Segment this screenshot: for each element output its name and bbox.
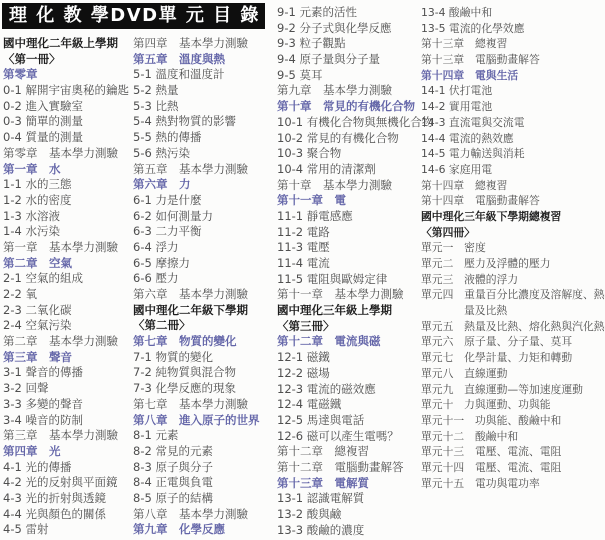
toc-entry: 第十章 基本學力測驗 (277, 177, 392, 192)
chapter-heading: 第十二章 電流與磁 (277, 334, 381, 349)
toc-entry: 單元九 直線運動—等加速度運動 (421, 382, 583, 396)
toc-entry: 6-5 摩擦力 (133, 255, 190, 270)
toc-entry: 5-3 比熱 (133, 98, 179, 113)
chapter-heading: 第六章 力 (133, 177, 191, 192)
toc-entry: 單元十 力與運動、功與能 (421, 398, 551, 412)
toc-entry: 單元五 熱量及比熱、熔化熱與汽化熱 (421, 319, 605, 333)
toc-entry: 12-5 馬達與電話 (277, 412, 365, 427)
chapter-heading: 第四章 光 (3, 443, 61, 458)
toc-entry: 第一章 基本學力測驗 (3, 239, 118, 254)
chapter-heading: 第九章 化學反應 (133, 522, 225, 537)
toc-entry: 3-2 回聲 (3, 381, 49, 396)
toc-entry: 1-2 水的密度 (3, 192, 72, 207)
toc-entry: 單元十五 電功與電功率 (421, 476, 540, 490)
toc-entry: 單元六 原子量、分子量、莫耳 (421, 335, 573, 349)
toc-entry: 第十三章 電腦動畫解答 (421, 53, 540, 67)
toc-entry: 9-1 元素的活性 (277, 5, 357, 19)
semester-heading: 〈第二冊〉 (133, 318, 191, 333)
toc-entry: 14-4 電流的熱效應 (421, 131, 514, 145)
toc-entry: 6-1 力是什麼 (133, 192, 202, 207)
toc-entry: 10-4 常用的清潔劑 (277, 161, 376, 176)
toc-entry: 7-1 物質的變化 (133, 349, 213, 364)
toc-entry: 14-6 家庭用電 (421, 162, 493, 176)
chapter-heading: 第二章 空氣 (3, 255, 72, 270)
toc-entry: 13-1 認識電解質 (277, 491, 365, 506)
toc-entry: 11-4 電流 (277, 256, 330, 270)
chapter-heading: 第三章 聲音 (3, 349, 72, 364)
toc-entry: 11-1 靜電感應 (277, 208, 353, 223)
toc-entry: 1-1 水的三態 (3, 177, 72, 192)
toc-entry: 12-2 磁場 (277, 365, 330, 380)
chapter-heading: 第一章 水 (3, 161, 61, 176)
toc-entry: 2-2 氧 (3, 287, 37, 301)
toc-entry: 0-3 簡單的測量 (3, 114, 83, 129)
toc-entry: 4-2 光的反射與平面鏡 (3, 475, 118, 490)
toc-entry: 2-1 空氣的組成 (3, 271, 83, 286)
toc-entry: 8-1 元素 (133, 428, 179, 443)
semester-heading: 國中理化三年級下學期總複習 (421, 209, 562, 223)
chapter-heading: 第十四章 電與生活 (421, 68, 519, 82)
toc-entry: 6-6 壓力 (133, 271, 179, 286)
toc-entry: 第十一章 基本學力測驗 (277, 287, 404, 302)
toc-entry: 第十四章 電腦動畫解答 (421, 194, 540, 208)
toc-entry: 8-5 原子的結構 (133, 490, 213, 505)
toc-entry: 6-4 浮力 (133, 239, 179, 254)
toc-entry: 5-4 熱對物質的影響 (133, 114, 236, 129)
toc-entry: 12-3 電流的磁效應 (277, 381, 376, 396)
toc-column-1 (3, 36, 133, 538)
toc-entry: 單元二 壓力及浮體的壓力 (421, 257, 551, 270)
toc-entry: 單元十一 功與能、酸鹼中和 (421, 413, 562, 427)
toc-entry: 9-4 原子量與分子量 (277, 52, 380, 67)
toc-entry: 13-5 電流的化學效應 (421, 21, 525, 35)
chapter-heading: 第十三章 電解質 (277, 475, 369, 490)
toc-entry: 4-3 光的折射與透鏡 (3, 490, 106, 505)
semester-heading: 〈第三冊〉 (277, 318, 335, 333)
toc-entry: 單元十四 電壓、電流、電阻 (421, 460, 562, 474)
toc-entry: 第二章 基本學力測驗 (3, 334, 118, 349)
toc-entry: 9-3 粒子觀點 (277, 36, 346, 51)
toc-entry: 9-5 莫耳 (277, 67, 323, 82)
catalog-title: 理 化 教 學DVD單 元 目 錄 (2, 3, 265, 29)
toc-entry: 3-4 噪音的防制 (3, 412, 83, 427)
toc-entry: 2-4 空氣污染 (3, 318, 72, 333)
toc-entry: 單元四 重量百分比濃度及溶解度、熱 (421, 288, 605, 302)
chapter-heading: 第十章 常見的有機化合物 (277, 99, 415, 114)
toc-entry: 單元七 化學計量、力矩和轉動 (421, 351, 573, 365)
toc-entry: 第十三章 總複習 (421, 37, 508, 51)
chapter-heading: 第五章 溫度與熱 (133, 51, 225, 66)
toc-entry: 第九章 基本學力測驗 (277, 83, 392, 98)
toc-entry: 7-2 純物質與混合物 (133, 365, 236, 380)
toc-entry: 第零章 基本學力測驗 (3, 145, 118, 160)
toc-entry: 第八章 基本學力測驗 (133, 506, 248, 521)
toc-entry: 5-5 熱的傳播 (133, 130, 202, 145)
chapter-heading: 第七章 物質的變化 (133, 334, 237, 349)
toc-entry: 單元一 密度 (421, 241, 486, 255)
toc-entry: 8-2 常見的元素 (133, 443, 213, 458)
toc-entry: 11-5 電阻與歐姆定律 (277, 271, 388, 286)
toc-entry: 1-4 水污染 (3, 224, 60, 239)
toc-entry: 14-1 伏打電池 (421, 84, 493, 98)
toc-column-3 (277, 5, 434, 538)
toc-entry: 10-3 聚合物 (277, 146, 342, 161)
toc-entry: 9-2 分子式與化學反應 (277, 20, 392, 35)
toc-entry: 14-5 電力輸送與消耗 (421, 147, 525, 161)
toc-entry: 11-3 電壓 (277, 240, 330, 255)
toc-entry: 5-2 熱量 (133, 83, 179, 98)
toc-entry: 單元十三 電壓、電流、電阻 (421, 445, 562, 459)
toc-entry: 4-4 光與顏色的關係 (3, 506, 106, 521)
semester-heading: 國中理化二年級下學期 (133, 302, 248, 317)
toc-entry: 12-1 磁鐵 (277, 350, 330, 365)
toc-entry: 第六章 基本學力測驗 (133, 287, 248, 301)
toc-entry: 第四章 基本學力測驗 (133, 36, 248, 50)
toc-column-4 (421, 5, 605, 491)
toc-column-2 (133, 36, 277, 538)
toc-entry: 1-3 水溶液 (3, 208, 60, 223)
toc-entry: 5-6 熱污染 (133, 145, 190, 160)
toc-entry: 8-3 原子與分子 (133, 459, 213, 474)
toc-entry: 單元八 直線運動 (421, 366, 508, 380)
chapter-heading: 第八章 進入原子的世界 (133, 412, 260, 427)
toc-entry: 0-4 質量的測量 (3, 130, 83, 145)
toc-entry: 12-4 電磁鐵 (277, 397, 342, 412)
toc-entry: 0-2 進入實驗室 (3, 98, 83, 113)
semester-heading: 〈第四冊〉 (421, 225, 475, 239)
toc-entry: 單元十二 酸鹼中和 (421, 429, 519, 443)
toc-entry: 13-3 酸鹼的濃度 (277, 522, 365, 537)
toc-entry: 8-4 正電與負電 (133, 475, 213, 490)
toc-entry: 第三章 基本學力測驗 (3, 428, 118, 443)
toc-entry: 4-5 雷射 (3, 522, 49, 537)
toc-entry: 量及比熱 (464, 304, 508, 318)
chapter-heading: 第零章 (3, 67, 38, 82)
toc-entry: 4-1 光的傳播 (3, 459, 72, 474)
semester-heading: 國中理化三年級上學期 (277, 303, 392, 318)
toc-entry: 7-3 化學反應的現象 (133, 381, 236, 396)
toc-entry: 14-2 實用電池 (421, 100, 493, 114)
semester-heading: 〈第一冊〉 (3, 51, 61, 66)
toc-entry: 13-2 酸與鹼 (277, 507, 342, 521)
toc-entry: 6-3 二力平衡 (133, 224, 202, 239)
toc-entry: 10-2 常見的有機化合物 (277, 130, 399, 145)
toc-entry: 第十四章 總複習 (421, 178, 508, 192)
chapter-heading: 第十一章 電 (277, 193, 346, 208)
toc-entry: 13-4 酸鹼中和 (421, 6, 493, 19)
toc-entry: 6-2 如何測量力 (133, 208, 213, 223)
toc-entry: 第七章 基本學力測驗 (133, 396, 248, 411)
toc-entry: 第五章 基本學力測驗 (133, 161, 248, 176)
toc-entry: 2-3 二氧化碳 (3, 302, 72, 317)
toc-entry: 12-6 磁可以產生電嗎？ (277, 428, 399, 443)
toc-entry: 單元三 液體的浮力 (421, 272, 519, 286)
toc-entry: 5-1 溫度和溫度計 (133, 67, 225, 82)
toc-entry: 0-1 解開宇宙奧秘的鑰匙 (3, 83, 129, 98)
semester-heading: 國中理化二年級上學期 (3, 36, 118, 50)
toc-entry: 10-1 有機化合物與無機化合物 (277, 114, 434, 129)
toc-entry: 14-3 直流電與交流電 (421, 115, 525, 129)
toc-entry: 11-2 電路 (277, 224, 330, 239)
toc-entry: 第十二章 電腦動畫解答 (277, 459, 404, 474)
toc-entry: 3-3 多變的聲音 (3, 396, 83, 411)
toc-entry: 3-1 聲音的傳播 (3, 365, 83, 380)
toc-entry: 第十二章 總複習 (277, 444, 369, 459)
